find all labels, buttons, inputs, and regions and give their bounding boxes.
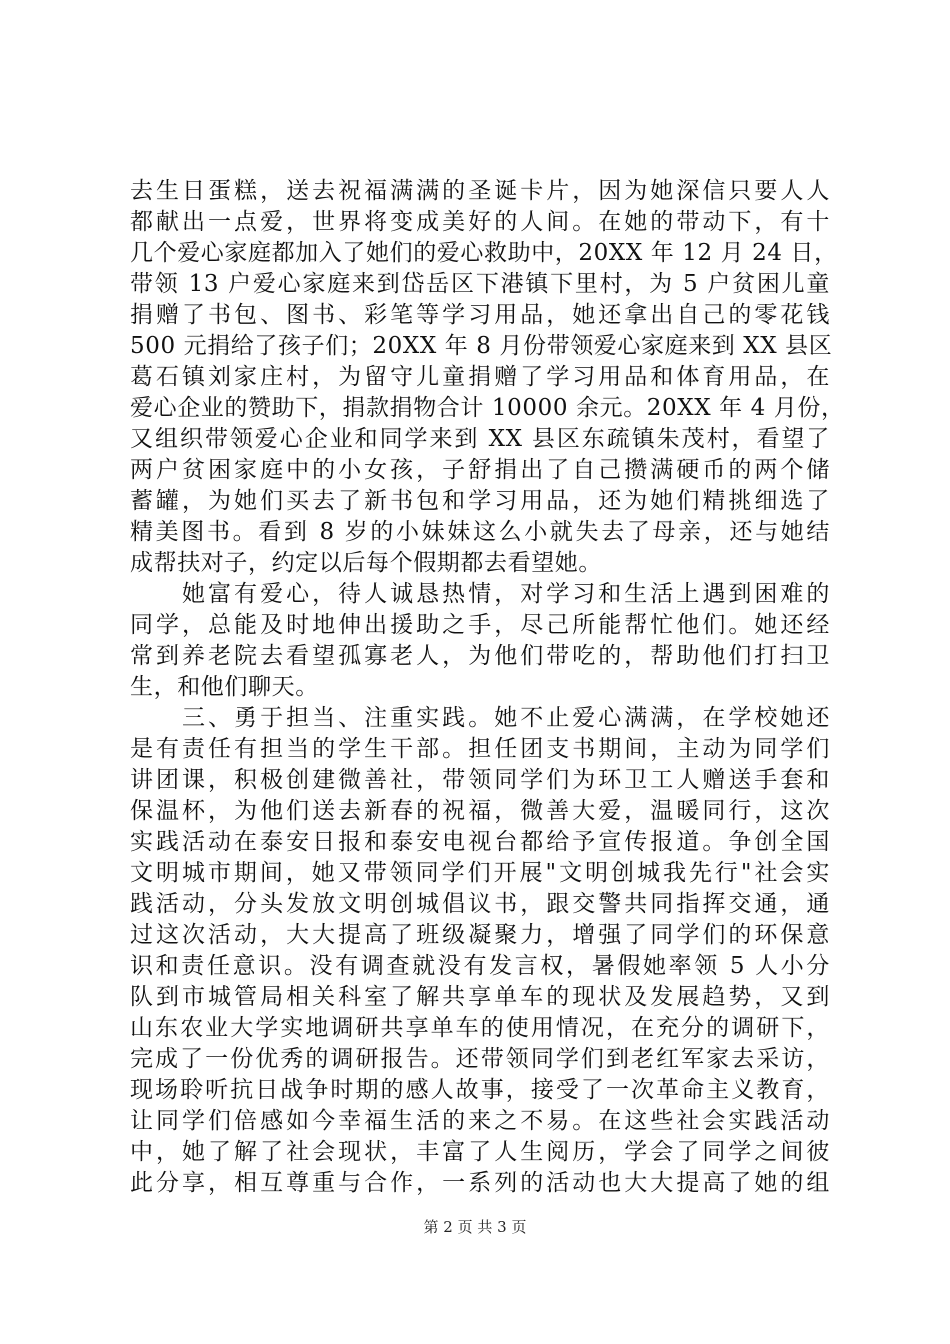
text-line: 完成了一份优秀的调研报告。还带领同学们到老红军家去采访，: [130, 1046, 830, 1072]
paragraph-end-line: 成帮扶对子，约定以后每个假期都去看望她。: [130, 550, 602, 576]
text-line: 中，她了解了社会现状，丰富了人生阅历，学会了同学之间彼: [130, 1139, 830, 1165]
text-line: 过这次活动，大大提高了班级凝聚力，增强了同学们的环保意: [130, 922, 830, 948]
text-line: 此分享，相互尊重与合作，一系列的活动也大大提高了她的组: [130, 1170, 830, 1196]
text-line: 讲团课，积极创建微善社，带领同学们为环卫工人赠送手套和: [130, 767, 830, 793]
text-line: 山东农业大学实地调研共享单车的使用情况，在充分的调研下，: [130, 1015, 830, 1041]
text-line: 识和责任意识。没有调查就没有发言权，暑假她率领 5 人小分: [130, 953, 830, 979]
text-line: 现场聆听抗日战争时期的感人故事，接受了一次革命主义教育，: [130, 1077, 830, 1103]
text-line: 她富有爱心，待人诚恳热情，对学习和生活上遇到困难的: [130, 581, 830, 607]
text-line: 实践活动在泰安日报和泰安电视台都给予宣传报道。争创全国: [130, 829, 830, 855]
text-line: 都献出一点爱，世界将变成美好的人间。在她的带动下，有十: [130, 209, 830, 235]
text-line: 常到养老院去看望孤寡老人，为他们带吃的，帮助他们打扫卫: [130, 643, 830, 669]
text-line: 500 元捐给了孩子们；20XX 年 8 月份带领爱心家庭来到 XX 县区: [130, 333, 833, 359]
text-line: 三、勇于担当、注重实践。她不止爱心满满，在学校她还: [130, 705, 830, 731]
text-line: 文明城市期间，她又带领同学们开展"文明创城我先行"社会实: [130, 860, 830, 886]
text-line: 捐赠了书包、图书、彩笔等学习用品，她还拿出自己的零花钱: [130, 302, 830, 328]
text-line: 精美图书。看到 8 岁的小妹妹这么小就失去了母亲，还与她结: [130, 519, 830, 545]
paragraph-end-line: 生，和他们聊天。: [130, 674, 319, 700]
text-line: 让同学们倍感如今幸福生活的来之不易。在这些社会实践活动: [130, 1108, 830, 1134]
text-line: 是有责任有担当的学生干部。担任团支书期间，主动为同学们: [130, 736, 830, 762]
text-line: 葛石镇刘家庄村，为留守儿童捐赠了学习用品和体育用品，在: [130, 364, 830, 390]
text-line: 队到市城管局相关科室了解共享单车的现状及发展趋势，又到: [130, 984, 830, 1010]
text-line: 爱心企业的赞助下，捐款捐物合计 10000 余元。20XX 年 4 月份，: [130, 395, 845, 421]
text-line: 去生日蛋糕，送去祝福满满的圣诞卡片，因为她深信只要人人: [130, 178, 830, 204]
page-number-footer: 第 2 页 共 3 页: [423, 1218, 527, 1236]
text-line: 几个爱心家庭都加入了她们的爱心救助中，20XX 年 12 月 24 日，: [130, 240, 838, 266]
text-line: 蓄罐，为她们买去了新书包和学习用品，还为她们精挑细选了: [130, 488, 830, 514]
text-line: 带领 13 户爱心家庭来到岱岳区下港镇下里村，为 5 户贫困儿童: [130, 271, 830, 297]
text-line: 又组织带领爱心企业和同学来到 XX 县区东疏镇朱茂村，看望了: [130, 426, 830, 452]
text-line: 践活动，分头发放文明创城倡议书，跟交警共同指挥交通，通: [130, 891, 830, 917]
text-line: 两户贫困家庭中的小女孩，子舒捐出了自己攒满硬币的两个储: [130, 457, 830, 483]
text-line: 同学，总能及时地伸出援助之手，尽己所能帮忙他们。她还经: [130, 612, 830, 638]
text-line: 保温杯，为他们送去新春的祝福，微善大爱，温暖同行，这次: [130, 798, 830, 824]
document-body: [130, 176, 845, 1199]
